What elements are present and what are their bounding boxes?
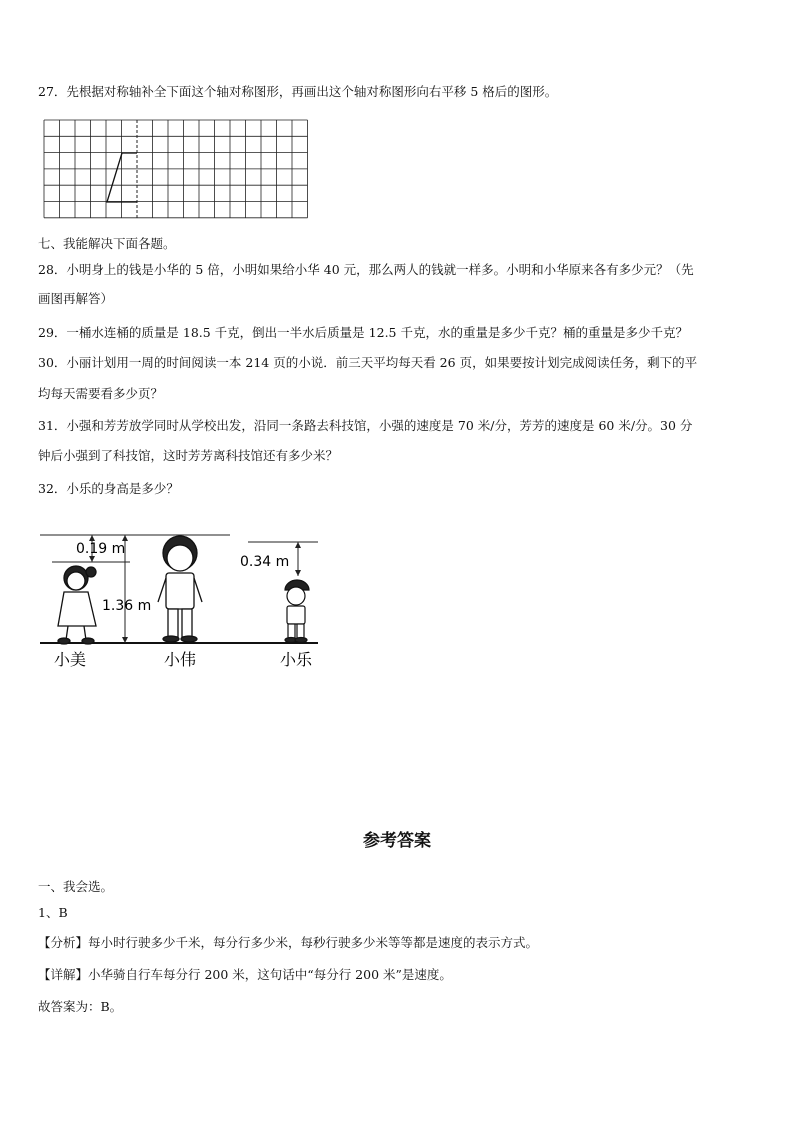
answer-detail: 【详解】小华骑自行车每分行 200 米，这句话中“每分行 200 米”是速度。 bbox=[38, 967, 452, 982]
question-28-line-2: 画图再解答） bbox=[38, 291, 114, 306]
half-figure bbox=[107, 153, 137, 202]
question-29: 29．一桶水连桶的质量是 18.5 千克，倒出一半水后质量是 12.5 千克，水的重量是多少千克？桶的重量是多少千克？ bbox=[38, 325, 688, 340]
question-32: 32．小乐的身高是多少？ bbox=[38, 481, 179, 496]
answer-analysis: 【分析】每小时行驶多少千米，每分行多少米，每秒行驶多少米等等都是速度的表示方式。 bbox=[38, 935, 539, 950]
section-7-heading: 七、我能解决下面各题。 bbox=[38, 236, 176, 251]
question-28-line-1: 28．小明身上的钱是小华的 5 倍，小明如果给小华 40 元，那么两人的钱就一样多。小明和小华原来各有多少元？（先 bbox=[38, 262, 694, 277]
question-30-line-1: 30．小丽计划用一周的时间阅读一本 214 页的小说．前三天平均每天看 26 页，如果要按计划完成阅读任务，剩下的平 bbox=[38, 355, 698, 370]
name-xiaomei: 小美 bbox=[54, 650, 87, 669]
answer-1: 1、B bbox=[38, 905, 68, 920]
label-1-36: 1.36 m bbox=[102, 598, 152, 614]
name-xiaowei: 小伟 bbox=[164, 650, 197, 669]
answer-conclusion: 故答案为：B。 bbox=[38, 999, 123, 1014]
girl-figure bbox=[58, 566, 96, 644]
small-boy-figure bbox=[285, 580, 309, 643]
question-31-line-2: 钟后小强到了科技馆，这时芳芳离科技馆还有多少米？ bbox=[38, 448, 339, 463]
question-27: 27．先根据对称轴补全下面这个轴对称图形，再画出这个轴对称图形向右平移 5 格后的图形。 bbox=[38, 84, 558, 99]
label-0-34: 0.34 m bbox=[240, 554, 290, 570]
name-xiaole: 小乐 bbox=[280, 650, 313, 669]
answer-title: 参考答案 bbox=[363, 831, 431, 851]
tall-boy-figure bbox=[158, 536, 202, 642]
question-30-line-2: 均每天需要看多少页？ bbox=[38, 386, 164, 401]
question-31-line-1: 31．小强和芳芳放学同时从学校出发，沿同一条路去科技馆，小强的速度是 70 米/分，芳芳的速度是 60 米/分。30 分 bbox=[38, 418, 693, 433]
label-0-19: 0.19 m bbox=[76, 541, 126, 557]
answer-section-1: 一、我会选。 bbox=[38, 879, 114, 894]
height-figure bbox=[40, 528, 330, 673]
